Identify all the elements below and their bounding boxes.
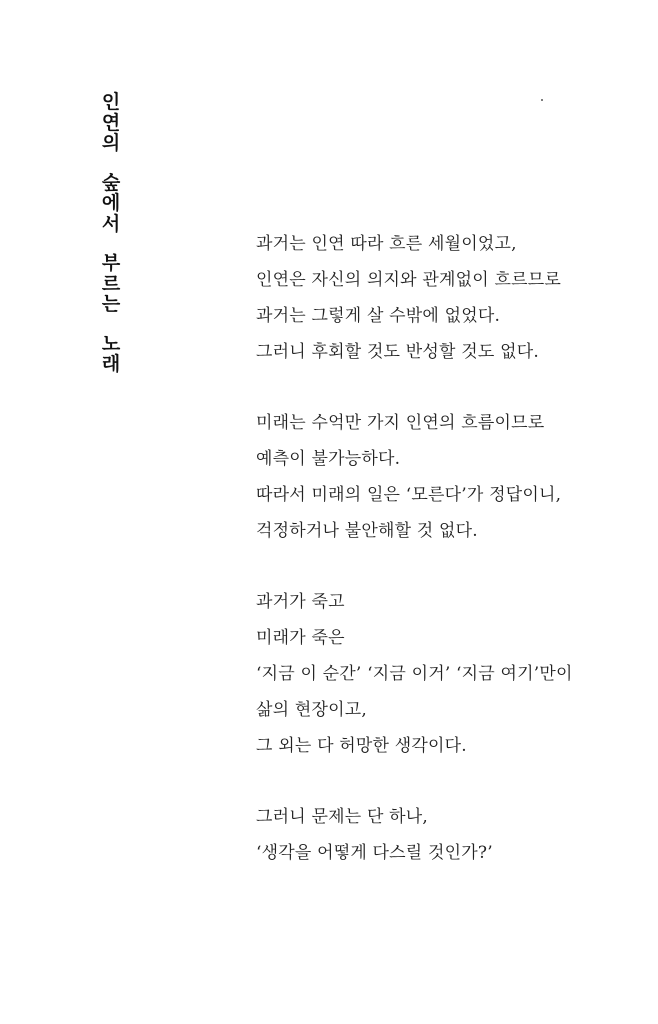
stanza (256, 584, 646, 764)
poem-line: 미래가 죽은 (256, 628, 345, 648)
stanza (256, 226, 646, 370)
title-char: 연 (101, 111, 121, 134)
title-char: 르 (101, 272, 121, 295)
poem-line: 그 외는 다 허망한 생각이다. (256, 736, 467, 756)
title-char: 래 (101, 353, 121, 375)
title-char: 서 (101, 212, 121, 235)
poem-line: 과거가 죽고 (256, 592, 345, 612)
poem-line: ‘생각을 어떻게 다스릴 것인가?’ (256, 843, 493, 863)
poem-line: 미래는 수억만 가지 인연의 흐름이므로 (256, 413, 545, 433)
poem-line: 과거는 인연 따라 흐른 세월이었고, (256, 234, 517, 254)
poem-line: 인연은 자신의 의지와 관계없이 흐르므로 (256, 270, 561, 290)
poem-line: 따라서 미래의 일은 ‘모른다’가 정답이니, (256, 485, 562, 505)
stanza (256, 799, 646, 871)
poem-line: 과거는 그렇게 살 수밖에 없었다. (256, 306, 501, 326)
title-char: 의 (101, 132, 121, 154)
poem-line: 그러니 문제는 단 하나, (256, 807, 429, 827)
title-char: 숲 (101, 171, 121, 194)
title-char: 는 (101, 293, 121, 315)
poem-line: 삶의 현장이고, (256, 700, 367, 720)
stanza (256, 405, 646, 549)
poem-line: ‘지금 이 순간’ ‘지금 이거’ ‘지금 여기’만이 (256, 664, 573, 684)
poem-line: 예측이 불가능하다. (256, 449, 401, 469)
title-char: 노 (101, 332, 121, 355)
title-char: 에 (101, 192, 121, 214)
poem-line: 그러니 후회할 것도 반성할 것도 없다. (256, 342, 539, 362)
title-char: 부 (101, 252, 121, 274)
print-speck (541, 99, 543, 101)
poem-line: 걱정하거나 불안해할 것 없다. (256, 521, 478, 541)
vertical-title (96, 92, 126, 375)
poem-body (256, 226, 646, 906)
title-char: 인 (101, 91, 121, 113)
